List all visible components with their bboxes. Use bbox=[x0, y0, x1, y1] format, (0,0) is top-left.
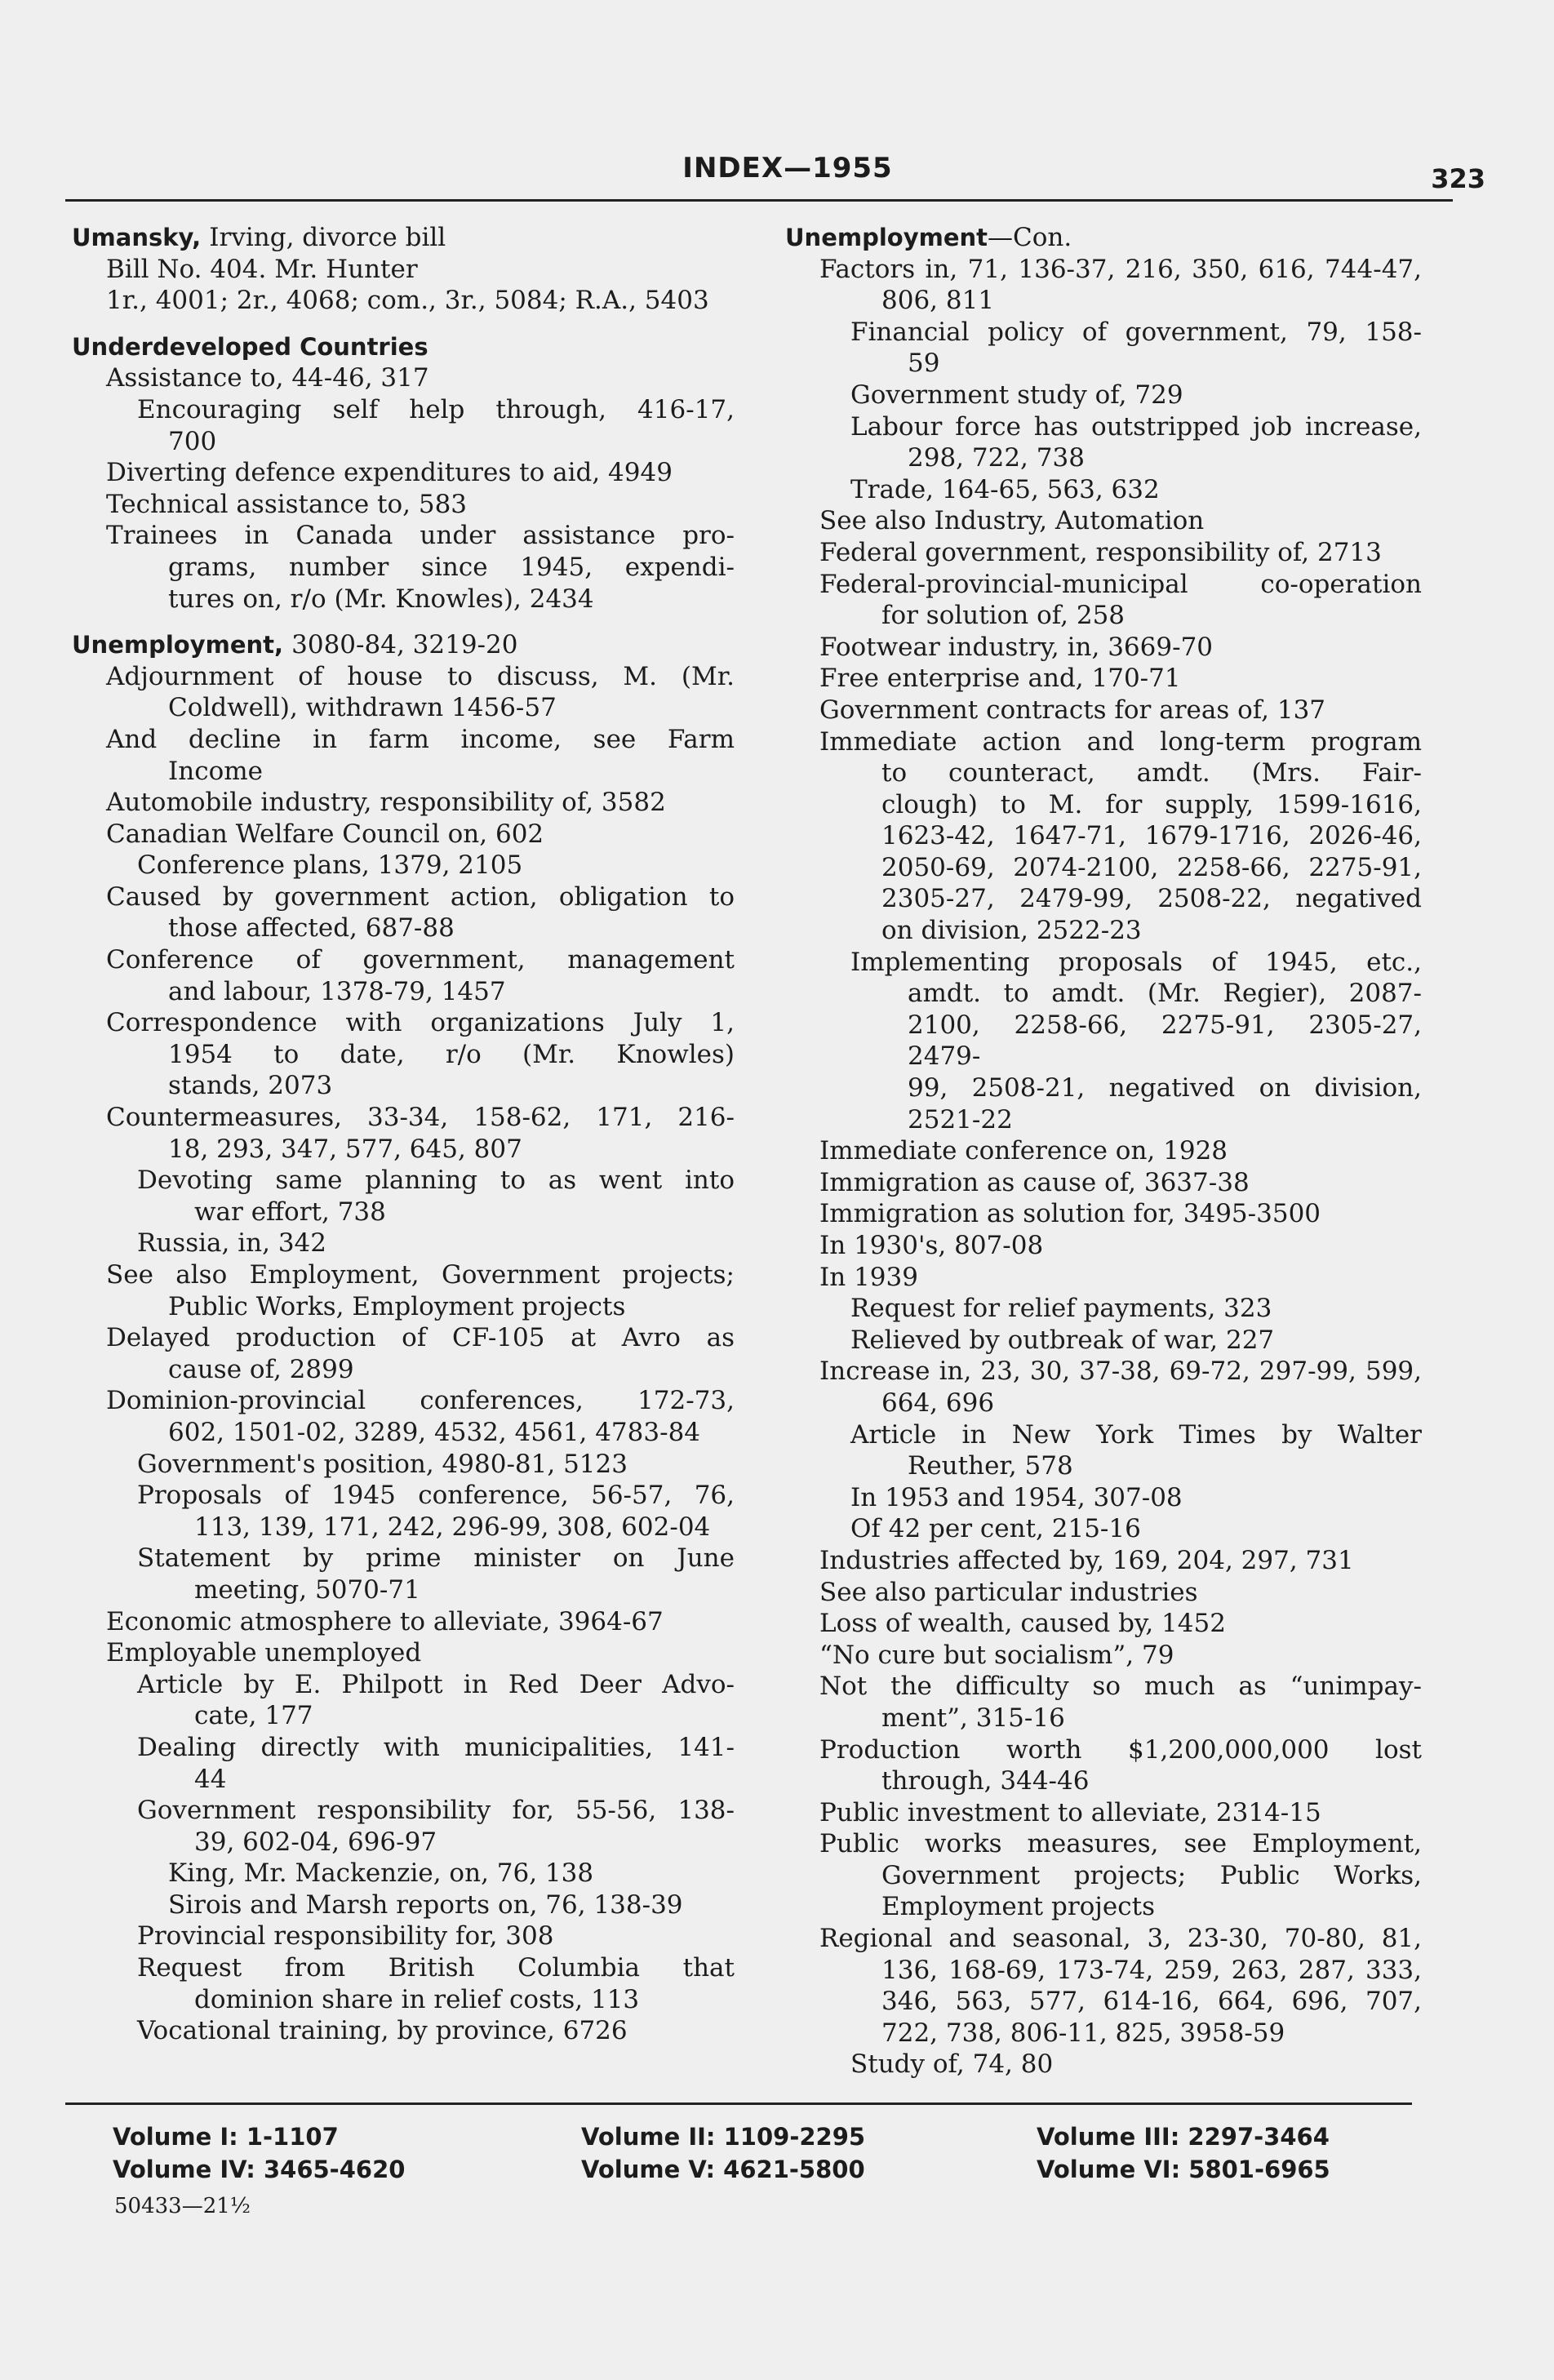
index-entry-line: meeting, 5070-71 bbox=[194, 1574, 420, 1605]
index-entry-line: Public investment to alleviate, 2314-15 bbox=[819, 1797, 1321, 1827]
index-entry-line: 18, 293, 347, 577, 645, 807 bbox=[168, 1134, 522, 1164]
index-entry-line: 602, 1501-02, 3289, 4532, 4561, 4783-84 bbox=[168, 1417, 701, 1447]
index-entry-line: 2305-27, 2479-99, 2508-22, negatived bbox=[881, 884, 1422, 914]
index-entry-line: Implementing proposals of 1945, etc., bbox=[850, 947, 1422, 977]
index-entry-line: Study of, 74, 80 bbox=[850, 2049, 1054, 2080]
index-entry-line: Conference plans, 1379, 2105 bbox=[137, 850, 523, 881]
index-entry-line: 2521-22 bbox=[908, 1104, 1013, 1134]
index-entry-line: Canadian Welfare Council on, 602 bbox=[106, 819, 544, 849]
index-entry-line: Automobile industry, responsibility of, 3582 bbox=[106, 788, 666, 818]
index-entry-line: 722, 738, 806-11, 825, 3958-59 bbox=[881, 2018, 1285, 2048]
index-entry-line: 99, 2508-21, negatived on division, bbox=[908, 1073, 1422, 1103]
index-entry-line: Countermeasures, 33-34, 158-62, 171, 216- bbox=[106, 1103, 735, 1133]
index-entry-line: Not the difficulty so much as “unimpay- bbox=[819, 1672, 1422, 1702]
index-entry-line: Labour force has outstripped job increase, bbox=[850, 411, 1422, 442]
index-entry-line: Income bbox=[168, 756, 263, 786]
index-entry-line: Production worth $1,200,000,000 lost bbox=[819, 1734, 1422, 1765]
right-index-column bbox=[785, 222, 1422, 2080]
index-entry-line: And decline in farm income, see Farm bbox=[106, 724, 735, 754]
index-entry-line: Immediate conference on, 1928 bbox=[819, 1136, 1228, 1166]
index-entry-line: amdt. to amdt. (Mr. Regier), 2087- bbox=[908, 979, 1422, 1009]
index-entry-line: Increase in, 23, 30, 37-38, 69-72, 297-99, 599, bbox=[819, 1357, 1422, 1387]
footer-rule bbox=[65, 2102, 1412, 2105]
index-entry-line: Immediate action and long-term program bbox=[819, 726, 1422, 757]
index-entry-line: Immigration as solution for, 3495-3500 bbox=[819, 1199, 1321, 1229]
heading-term: Underdeveloped Countries bbox=[72, 332, 428, 361]
index-entry-line: Relieved by outbreak of war, 227 bbox=[850, 1325, 1275, 1355]
header-rule bbox=[65, 199, 1453, 202]
index-entry-line: Sirois and Marsh reports on, 76, 138-39 bbox=[168, 1889, 683, 1920]
heading-term: Unemployment, bbox=[72, 631, 292, 659]
index-entry-line: Technical assistance to, 583 bbox=[106, 489, 468, 519]
volume-range: Volume II: 1109-2295 bbox=[581, 2123, 866, 2151]
index-entry-line: Request from British Columbia that bbox=[137, 1953, 735, 1983]
index-entry-line: 2050-69, 2074-2100, 2258-66, 2275-91, bbox=[881, 852, 1422, 882]
index-entry-line: war effort, 738 bbox=[194, 1197, 386, 1227]
index-entry-line: grams, number since 1945, expendi- bbox=[168, 552, 735, 582]
index-heading bbox=[72, 331, 735, 363]
volume-range: Volume IV: 3465-4620 bbox=[113, 2156, 406, 2183]
footer-volumes-2 bbox=[581, 2120, 865, 2186]
index-entry-line: In 1953 and 1954, 307-08 bbox=[850, 1482, 1183, 1512]
index-entry-line: Loss of wealth, caused by, 1452 bbox=[819, 1609, 1226, 1639]
index-entry-line: 2100, 2258-66, 2275-91, 2305-27, 2479- bbox=[908, 1010, 1422, 1072]
index-entry-line: Economic atmosphere to alleviate, 3964-67 bbox=[106, 1606, 664, 1636]
index-entry-line: 298, 722, 738 bbox=[908, 443, 1085, 473]
index-entry-line: clough) to M. for supply, 1599-1616, bbox=[881, 789, 1422, 819]
footer-volumes-3 bbox=[1037, 2120, 1330, 2186]
index-entry-line: Assistance to, 44-46, 317 bbox=[106, 363, 429, 393]
index-entry-line: Article by E. Philpott in Red Deer Advo- bbox=[137, 1669, 735, 1699]
entry-gap bbox=[72, 317, 735, 331]
volume-range: Volume I: 1-1107 bbox=[113, 2123, 339, 2151]
index-entry-line: Public Works, Employment projects bbox=[168, 1291, 626, 1321]
index-entry-line: Government's position, 4980-81, 5123 bbox=[137, 1449, 628, 1479]
heading-rest: Irving, divorce bill bbox=[209, 223, 446, 252]
index-entry-line: Vocational training, by province, 6726 bbox=[137, 2016, 628, 2046]
index-entry-line: Proposals of 1945 conference, 56-57, 76, bbox=[137, 1481, 735, 1511]
index-entry-line: “No cure but socialism”, 79 bbox=[819, 1640, 1174, 1670]
left-index-column bbox=[72, 222, 735, 2047]
index-entry-line: Conference of government, management bbox=[106, 945, 735, 975]
index-entry-line: Bill No. 404. Mr. Hunter bbox=[106, 254, 418, 284]
index-entry-line: cate, 177 bbox=[194, 1701, 313, 1731]
entry-gap bbox=[72, 615, 735, 629]
index-entry-line: Article in New York Times by Walter bbox=[850, 1419, 1422, 1450]
index-entry-line: Immigration as cause of, 3637-38 bbox=[819, 1167, 1250, 1197]
index-entry-line: Caused by government action, obligation to bbox=[106, 881, 735, 912]
index-entry-line: Employable unemployed bbox=[106, 1638, 422, 1668]
index-entry-line: on division, 2522-23 bbox=[881, 916, 1142, 946]
index-entry-line: to counteract, amdt. (Mrs. Fair- bbox=[881, 758, 1422, 788]
index-entry-line: Dealing directly with municipalities, 141- bbox=[137, 1732, 735, 1762]
index-entry-line: 346, 563, 577, 614-16, 664, 696, 707, bbox=[881, 1987, 1422, 2017]
index-entry-line: Provincial responsibility for, 308 bbox=[137, 1921, 554, 1952]
index-entry-line: See also particular industries bbox=[819, 1577, 1198, 1607]
index-entry-line: Devoting same planning to as went into bbox=[137, 1166, 735, 1196]
index-entry-line: Delayed production of CF-105 at Avro as bbox=[106, 1323, 735, 1353]
index-entry-line: stands, 2073 bbox=[168, 1071, 333, 1101]
index-entry-line: Factors in, 71, 136-37, 216, 350, 616, 744-47, bbox=[819, 254, 1422, 284]
index-entry-line: Government contracts for areas of, 137 bbox=[819, 695, 1326, 725]
index-entry-line: King, Mr. Mackenzie, on, 76, 138 bbox=[168, 1858, 594, 1889]
page-number: 323 bbox=[1431, 163, 1485, 194]
index-heading bbox=[72, 629, 735, 661]
index-heading bbox=[785, 222, 1422, 254]
index-entry-line: cause of, 2899 bbox=[168, 1354, 354, 1384]
volume-range: Volume V: 4621-5800 bbox=[581, 2156, 865, 2183]
index-entry-line: Request for relief payments, 323 bbox=[850, 1294, 1272, 1324]
index-entry-line: tures on, r/o (Mr. Knowles), 2434 bbox=[168, 584, 594, 614]
index-entry-line: and labour, 1378-79, 1457 bbox=[168, 976, 506, 1006]
index-entry-line: In 1939 bbox=[819, 1262, 918, 1292]
index-entry-line: Coldwell), withdrawn 1456-57 bbox=[168, 693, 557, 723]
index-entry-line: those affected, 687-88 bbox=[168, 913, 455, 944]
index-entry-line: 1623-42, 1647-71, 1679-1716, 2026-46, bbox=[881, 821, 1422, 851]
page-title: INDEX—1955 bbox=[682, 152, 893, 184]
index-entry-line: 39, 602-04, 696-97 bbox=[194, 1827, 437, 1857]
volume-range: Volume III: 2297-3464 bbox=[1037, 2123, 1330, 2151]
index-entry-line: Government projects; Public Works, bbox=[881, 1860, 1422, 1890]
index-entry-line: 806, 811 bbox=[881, 286, 995, 316]
footer-volumes-1 bbox=[113, 2120, 405, 2186]
heading-rest: 3080-84, 3219-20 bbox=[291, 630, 518, 660]
index-entry-line: Trainees in Canada under assistance pro- bbox=[106, 521, 735, 551]
index-entry-line: Federal-provincial-municipal co-operation bbox=[819, 569, 1422, 599]
index-heading bbox=[72, 222, 735, 254]
print-code: 50433—21½ bbox=[114, 2194, 251, 2218]
index-entry-line: Dominion-provincial conferences, 172-73, bbox=[106, 1386, 735, 1416]
index-entry-line: Financial policy of government, 79, 158- bbox=[850, 317, 1422, 347]
index-entry-line: Regional and seasonal, 3, 23-30, 70-80, 81, bbox=[819, 1924, 1422, 1954]
index-entry-line: for solution of, 258 bbox=[881, 601, 1126, 631]
index-entry-line: Federal government, responsibility of, 2713 bbox=[819, 537, 1382, 567]
index-entry-line: See also Industry, Automation bbox=[819, 506, 1205, 536]
index-entry-line: Encouraging self help through, 416-17, bbox=[137, 394, 735, 424]
index-entry-line: dominion share in relief costs, 113 bbox=[194, 1984, 640, 2014]
index-entry-line: Reuther, 578 bbox=[908, 1451, 1073, 1481]
index-entry-line: Correspondence with organizations July 1, bbox=[106, 1008, 735, 1038]
index-entry-line: Footwear industry, in, 3669-70 bbox=[819, 632, 1214, 662]
index-entry-line: 1954 to date, r/o (Mr. Knowles) bbox=[168, 1039, 735, 1069]
index-entry-line: 1r., 4001; 2r., 4068; com., 3r., 5084; R.A., 5403 bbox=[106, 286, 709, 316]
index-entry-line: through, 344-46 bbox=[881, 1766, 1090, 1796]
index-entry-line: Russia, in, 342 bbox=[137, 1228, 326, 1259]
index-entry-line: Adjournment of house to discuss, M. (Mr. bbox=[106, 661, 735, 691]
index-entry-line: See also Employment, Government projects; bbox=[106, 1260, 735, 1290]
index-entry-line: 700 bbox=[168, 426, 217, 456]
index-entry-line: 113, 139, 171, 242, 296-99, 308, 602-04 bbox=[194, 1512, 711, 1542]
index-entry-line: Statement by prime minister on June bbox=[137, 1543, 735, 1574]
index-entry-line: 664, 696 bbox=[881, 1388, 995, 1418]
heading-rest: —Con. bbox=[988, 223, 1072, 252]
index-entry-line: 136, 168-69, 173-74, 259, 263, 287, 333, bbox=[881, 1955, 1422, 1985]
heading-term: Umansky, bbox=[72, 224, 210, 251]
index-entry-line: Employment projects bbox=[881, 1892, 1155, 1922]
page-header bbox=[65, 152, 1510, 201]
index-entry-line: Free enterprise and, 170-71 bbox=[819, 664, 1181, 694]
index-entry-line: Government study of, 729 bbox=[850, 380, 1183, 410]
index-entry-line: 59 bbox=[908, 349, 940, 379]
index-entry-line: ment”, 315-16 bbox=[881, 1703, 1065, 1733]
index-entry-line: Of 42 per cent, 215-16 bbox=[850, 1514, 1141, 1544]
index-entry-line: Public works measures, see Employment, bbox=[819, 1829, 1422, 1859]
index-entry-line: Government responsibility for, 55-56, 138- bbox=[137, 1796, 735, 1826]
index-entry-line: 44 bbox=[194, 1764, 227, 1794]
index-entry-line: Trade, 164-65, 563, 632 bbox=[850, 474, 1160, 504]
volume-range: Volume VI: 5801-6965 bbox=[1037, 2156, 1330, 2183]
heading-term: Unemployment bbox=[785, 224, 988, 251]
index-entry-line: Diverting defence expenditures to aid, 4949 bbox=[106, 458, 673, 488]
index-entry-line: In 1930's, 807-08 bbox=[819, 1231, 1044, 1260]
index-entry-line: Industries affected by, 169, 204, 297, 731 bbox=[819, 1545, 1354, 1575]
